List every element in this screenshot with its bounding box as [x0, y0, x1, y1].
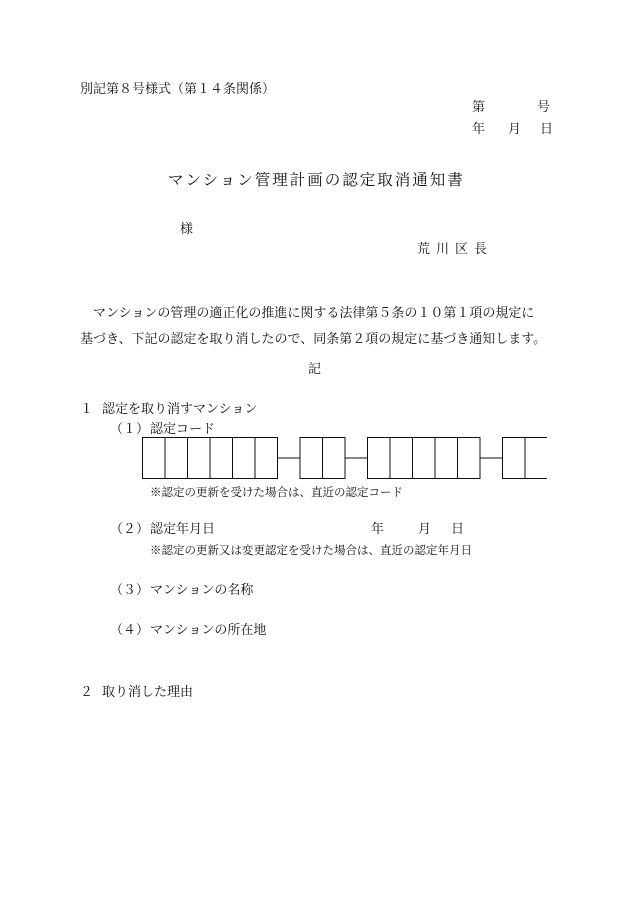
item3-label: マンションの名称 [150, 583, 254, 598]
addressee-suffix: 様 [180, 222, 194, 237]
code-box [210, 438, 233, 479]
code-box [143, 438, 166, 479]
item2-month: 月 [418, 522, 432, 537]
body-line-1: マンションの管理の適正化の推進に関する法律第５条の１０第１項の規定に [80, 306, 535, 321]
code-box [390, 438, 413, 479]
code-box [413, 438, 436, 479]
item1-number: （１） [110, 422, 150, 437]
item2-label: 認定年月日 [150, 522, 216, 537]
code-box [233, 438, 256, 479]
date-header-day: 日 [540, 122, 554, 137]
serial-number-suffix: 号 [537, 100, 551, 115]
item1-note: ※認定の更新を受けた場合は、直近の認定コード [150, 485, 403, 499]
item4-label: マンションの所在地 [150, 623, 267, 638]
item2-note: ※認定の更新又は変更認定を受けた場合は、直近の認定年月日 [150, 543, 472, 557]
section1-title: 認定を取り消すマンション [102, 402, 258, 417]
item1-label: 認定コード [150, 422, 216, 437]
body-text [80, 301, 560, 353]
section2-number: ２ [80, 685, 94, 700]
body-line-2: 基づき、下記の認定を取り消したので、同条第２項の規定に基づき通知します。 [80, 332, 547, 347]
code-box [323, 438, 346, 479]
certification-code-grid [142, 437, 547, 479]
code-box [255, 438, 278, 479]
section1-number: １ [80, 402, 94, 417]
code-box [458, 438, 481, 479]
item2-number: （２） [110, 522, 150, 537]
date-header-year: 年 [472, 122, 486, 137]
issuer-name: 荒川区長 [417, 242, 494, 257]
serial-number-prefix: 第 [472, 100, 486, 115]
item4-number: （４） [110, 623, 150, 638]
item2-year: 年 [371, 522, 385, 537]
item2-day: 日 [451, 522, 465, 537]
code-box [300, 438, 323, 479]
section2-title: 取り消した理由 [102, 685, 194, 700]
document-title: マンション管理計画の認定取消通知書 [168, 171, 465, 189]
code-box [525, 438, 547, 479]
ki-heading: 記 [308, 362, 322, 377]
code-box [503, 438, 526, 479]
date-header-month: 月 [508, 122, 522, 137]
code-box [188, 438, 211, 479]
code-box [435, 438, 458, 479]
item3-number: （３） [110, 583, 150, 598]
code-box [368, 438, 391, 479]
code-box [165, 438, 188, 479]
form-label: 別記第８号様式（第１４条関係） [80, 82, 276, 97]
